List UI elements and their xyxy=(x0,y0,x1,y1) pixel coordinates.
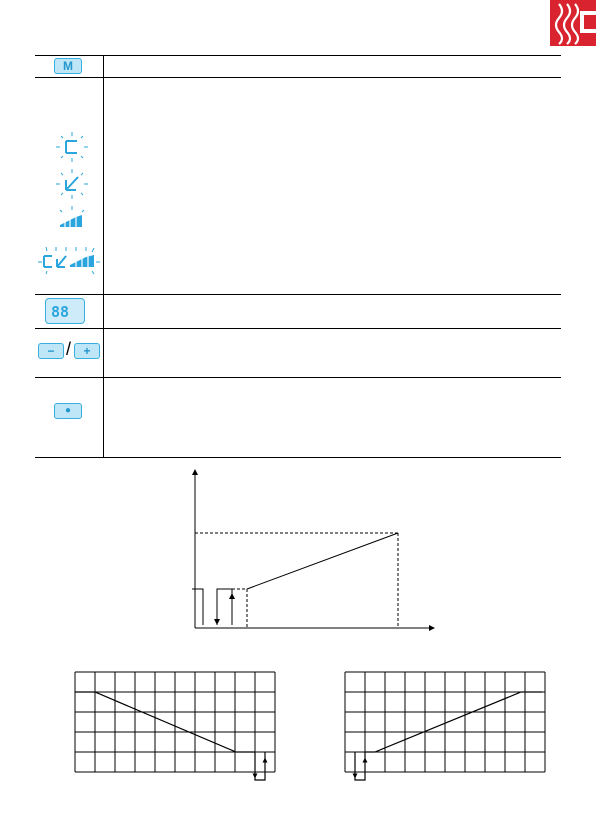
grid-chart-increasing xyxy=(340,672,550,782)
decreasing-curve xyxy=(75,692,255,752)
lcd-display xyxy=(45,298,85,324)
lcd-digits: 88 xyxy=(51,303,70,321)
curve-slope xyxy=(247,533,398,589)
main-schematic-chart xyxy=(170,468,440,648)
minus-key[interactable]: − xyxy=(38,343,64,359)
set-key[interactable]: ● xyxy=(54,403,82,419)
key-separator: / xyxy=(66,339,72,359)
table-bottom-rule xyxy=(35,457,561,458)
row-rule-3 xyxy=(35,328,561,329)
hysteresis-loop xyxy=(217,589,232,625)
table-top-rule xyxy=(35,55,561,56)
blinking-level-icon xyxy=(52,204,92,238)
plus-key[interactable]: + xyxy=(74,343,100,359)
row-rule-1 xyxy=(35,77,561,78)
brand-logo xyxy=(550,0,596,46)
row-rule-2 xyxy=(35,294,561,295)
mode-key[interactable]: M xyxy=(54,58,82,74)
row-rule-4 xyxy=(35,377,561,378)
grid-chart-decreasing xyxy=(70,672,280,782)
curve-switch xyxy=(192,589,203,625)
heat-waves-logo-icon xyxy=(550,0,596,46)
increasing-curve xyxy=(365,692,542,752)
blinking-hold-icon xyxy=(52,130,92,164)
blinking-arrow-icon xyxy=(52,167,92,201)
blinking-all-indicators-icon xyxy=(34,244,104,278)
